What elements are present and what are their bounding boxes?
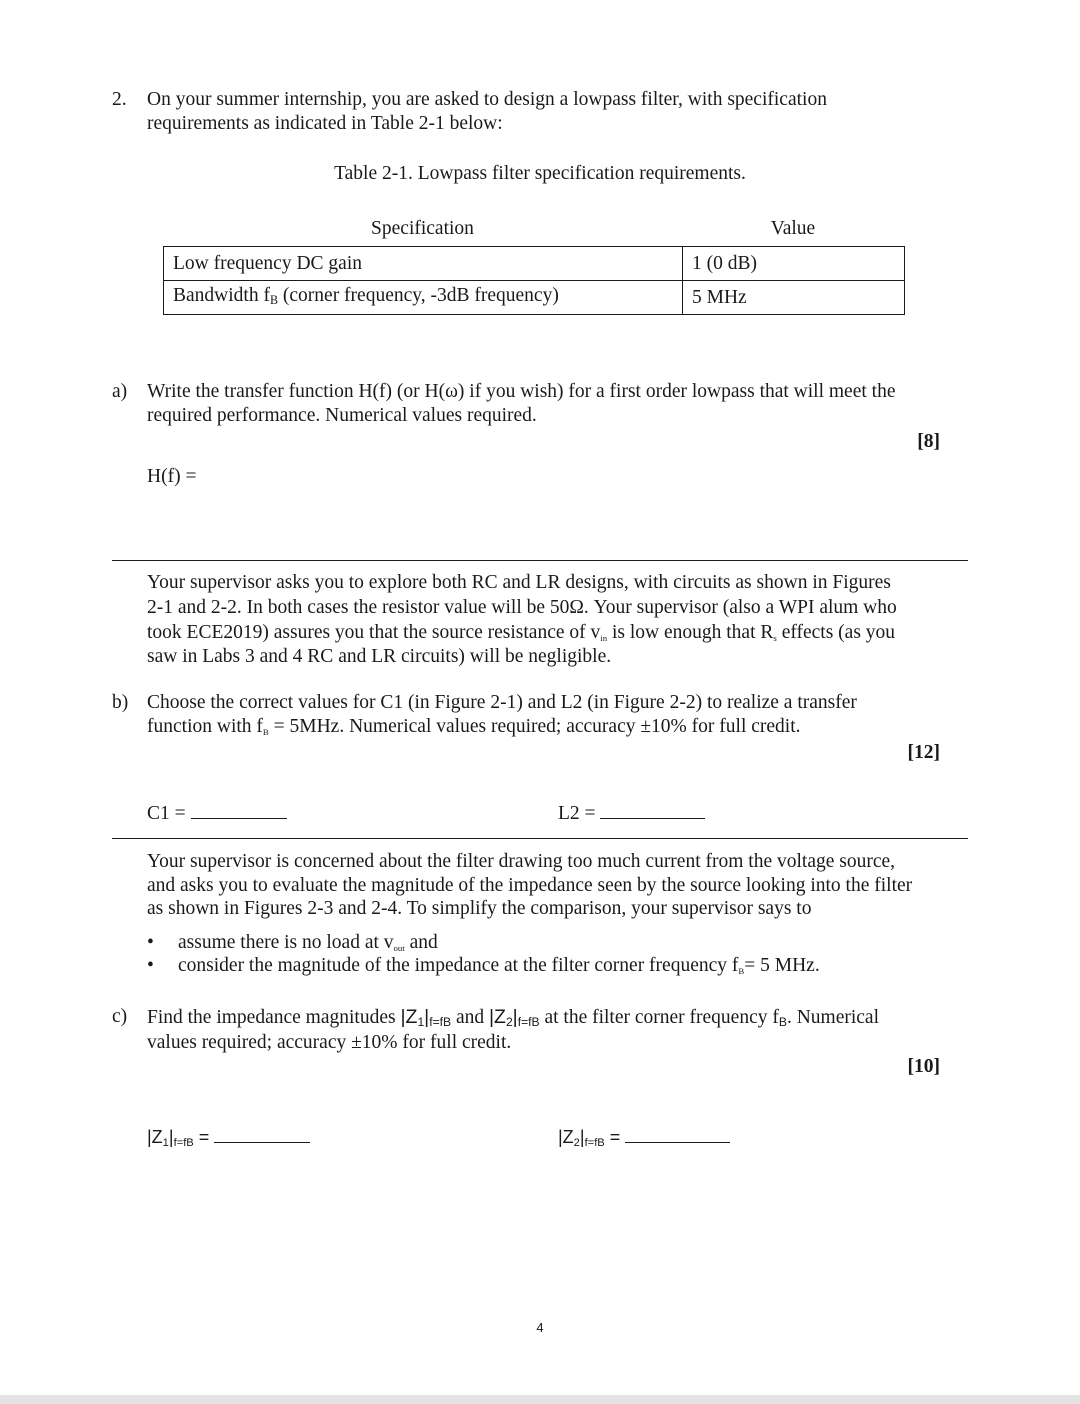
part-a-text-line1: Write the transfer function H(f) (or H(ω) if you wish) for a first order lowpass that will meet the	[147, 381, 896, 402]
part-b-text-line2	[147, 715, 967, 744]
context1-line2: 2-1 and 2-2. In both cases the resistor value will be 50Ω. Your supervisor (also a WPI alum who	[147, 597, 897, 618]
subscript: B	[778, 1015, 787, 1029]
part-b-label: b)	[112, 692, 129, 713]
subscript: in	[600, 633, 608, 643]
z2-symbol: |Z	[558, 1127, 574, 1147]
spec-text-post: (corner frequency, -3dB frequency)	[278, 284, 559, 306]
z1-blank[interactable]	[214, 1124, 310, 1143]
part-a-marks: [8]	[917, 431, 940, 452]
table-cell-value: 5 MHz	[683, 281, 905, 315]
context1-line1: Your supervisor asks you to explore both RC and LR designs, with circuits as shown in Figures	[147, 572, 891, 593]
part-c-label: c)	[112, 1006, 128, 1027]
z1-answer	[147, 1124, 310, 1155]
context1-text: effects (as you	[776, 622, 896, 643]
z1-condition: f=fB	[173, 1137, 194, 1149]
context2-line2: and asks you to evaluate the magnitude of the impedance seen by the source looking into the filter	[147, 875, 913, 896]
bullet-item-2	[178, 954, 820, 983]
subscript: out	[393, 943, 405, 953]
page-number: 4	[536, 1320, 544, 1335]
subscript: 1	[162, 1137, 169, 1149]
question-intro-line2: requirements as indicated in Table 2-1 below:	[147, 113, 503, 134]
l2-label: L2 =	[558, 803, 596, 824]
subscript: B	[738, 966, 745, 976]
table-caption: Table 2-1. Lowpass filter specification requirements.	[334, 163, 746, 184]
z2-bar: |	[512, 1006, 518, 1028]
bullet-icon: •	[147, 955, 154, 976]
z1-equals: =	[193, 1127, 210, 1147]
table-header-specification: Specification	[371, 218, 474, 239]
bullet-text: consider the magnitude of the impedance at the filter corner frequency f	[178, 955, 739, 976]
table-cell-spec	[164, 281, 683, 315]
part-c-text: Find the impedance magnitudes	[147, 1007, 401, 1028]
subscript: 2	[573, 1137, 580, 1149]
table-row	[164, 281, 905, 315]
divider	[112, 560, 968, 561]
part-c-text: . Numerical	[786, 1007, 879, 1028]
l2-answer	[558, 800, 705, 826]
context1-text: is low enough that R	[607, 622, 774, 643]
part-b-marks: [12]	[907, 742, 940, 763]
part-b-text: function with f	[147, 716, 263, 737]
part-a-answer-label: H(f) =	[147, 466, 197, 487]
bullet-icon: •	[147, 932, 154, 953]
bullet-text: assume there is no load at v	[178, 932, 394, 953]
spec-text: Bandwidth f	[173, 284, 270, 306]
z2-symbol: |Z	[488, 1006, 506, 1028]
c1-blank[interactable]	[191, 800, 287, 819]
question-intro-line1: On your summer internship, you are asked to design a lowpass filter, with specification	[147, 89, 827, 110]
z2-equals: =	[604, 1127, 621, 1147]
subscript: 2	[505, 1015, 513, 1029]
z1-bar: |	[424, 1006, 430, 1028]
c1-answer	[147, 800, 287, 826]
z1-symbol: |Z	[147, 1127, 163, 1147]
z2-answer	[558, 1124, 730, 1155]
context2-line3: as shown in Figures 2-3 and 2-4. To simplify the comparison, your supervisor says to	[147, 898, 812, 919]
bullet-text: = 5 MHz.	[744, 955, 820, 976]
part-c-text: and	[451, 1007, 489, 1028]
z2-blank[interactable]	[625, 1124, 730, 1143]
z1-symbol: |Z	[400, 1006, 418, 1028]
part-c-text: at the filter corner frequency f	[539, 1007, 779, 1028]
part-a-label: a)	[112, 381, 128, 402]
part-c-marks: [10]	[907, 1056, 940, 1077]
z1-condition: f=fB	[429, 1015, 452, 1029]
table-header-value: Value	[770, 218, 816, 239]
subscript: 1	[417, 1015, 425, 1029]
z2-bar: |	[579, 1127, 585, 1147]
context2-line1: Your supervisor is concerned about the filter drawing too much current from the voltage source,	[147, 851, 896, 872]
z2-condition: f=fB	[584, 1137, 605, 1149]
context1-text: took ECE2019) assures you that the source resistance of v	[147, 622, 601, 643]
subscript: s	[773, 633, 777, 643]
context1-line4: saw in Labs 3 and 4 RC and LR circuits) will be negligible.	[147, 646, 612, 667]
z2-condition: f=fB	[517, 1015, 540, 1029]
spec-subscript: B	[269, 292, 279, 307]
table-cell-value: 1 (0 dB)	[683, 247, 905, 281]
spec-table	[163, 246, 905, 315]
question-number: 2.	[112, 89, 127, 110]
divider	[112, 838, 968, 839]
table-cell-spec: Low frequency DC gain	[164, 247, 683, 281]
part-a-text-line2: required performance. Numerical values required.	[147, 405, 537, 426]
z1-bar: |	[168, 1127, 174, 1147]
c1-label: C1 =	[147, 803, 186, 824]
bullet-text: and	[404, 932, 438, 953]
l2-blank[interactable]	[600, 800, 705, 819]
part-c-text-line2: values required; accuracy ±10% for full credit.	[147, 1032, 512, 1053]
subscript: B	[262, 727, 269, 737]
table-row	[164, 247, 905, 281]
part-c-text-line1	[147, 1005, 967, 1034]
part-b-text-line1: Choose the correct values for C1 (in Figure 2-1) and L2 (in Figure 2-2) to realize a transfer	[147, 692, 857, 713]
bottom-scroll-bar	[0, 1395, 1080, 1404]
part-b-text: = 5MHz. Numerical values required; accuracy ±10% for full credit.	[268, 716, 801, 737]
